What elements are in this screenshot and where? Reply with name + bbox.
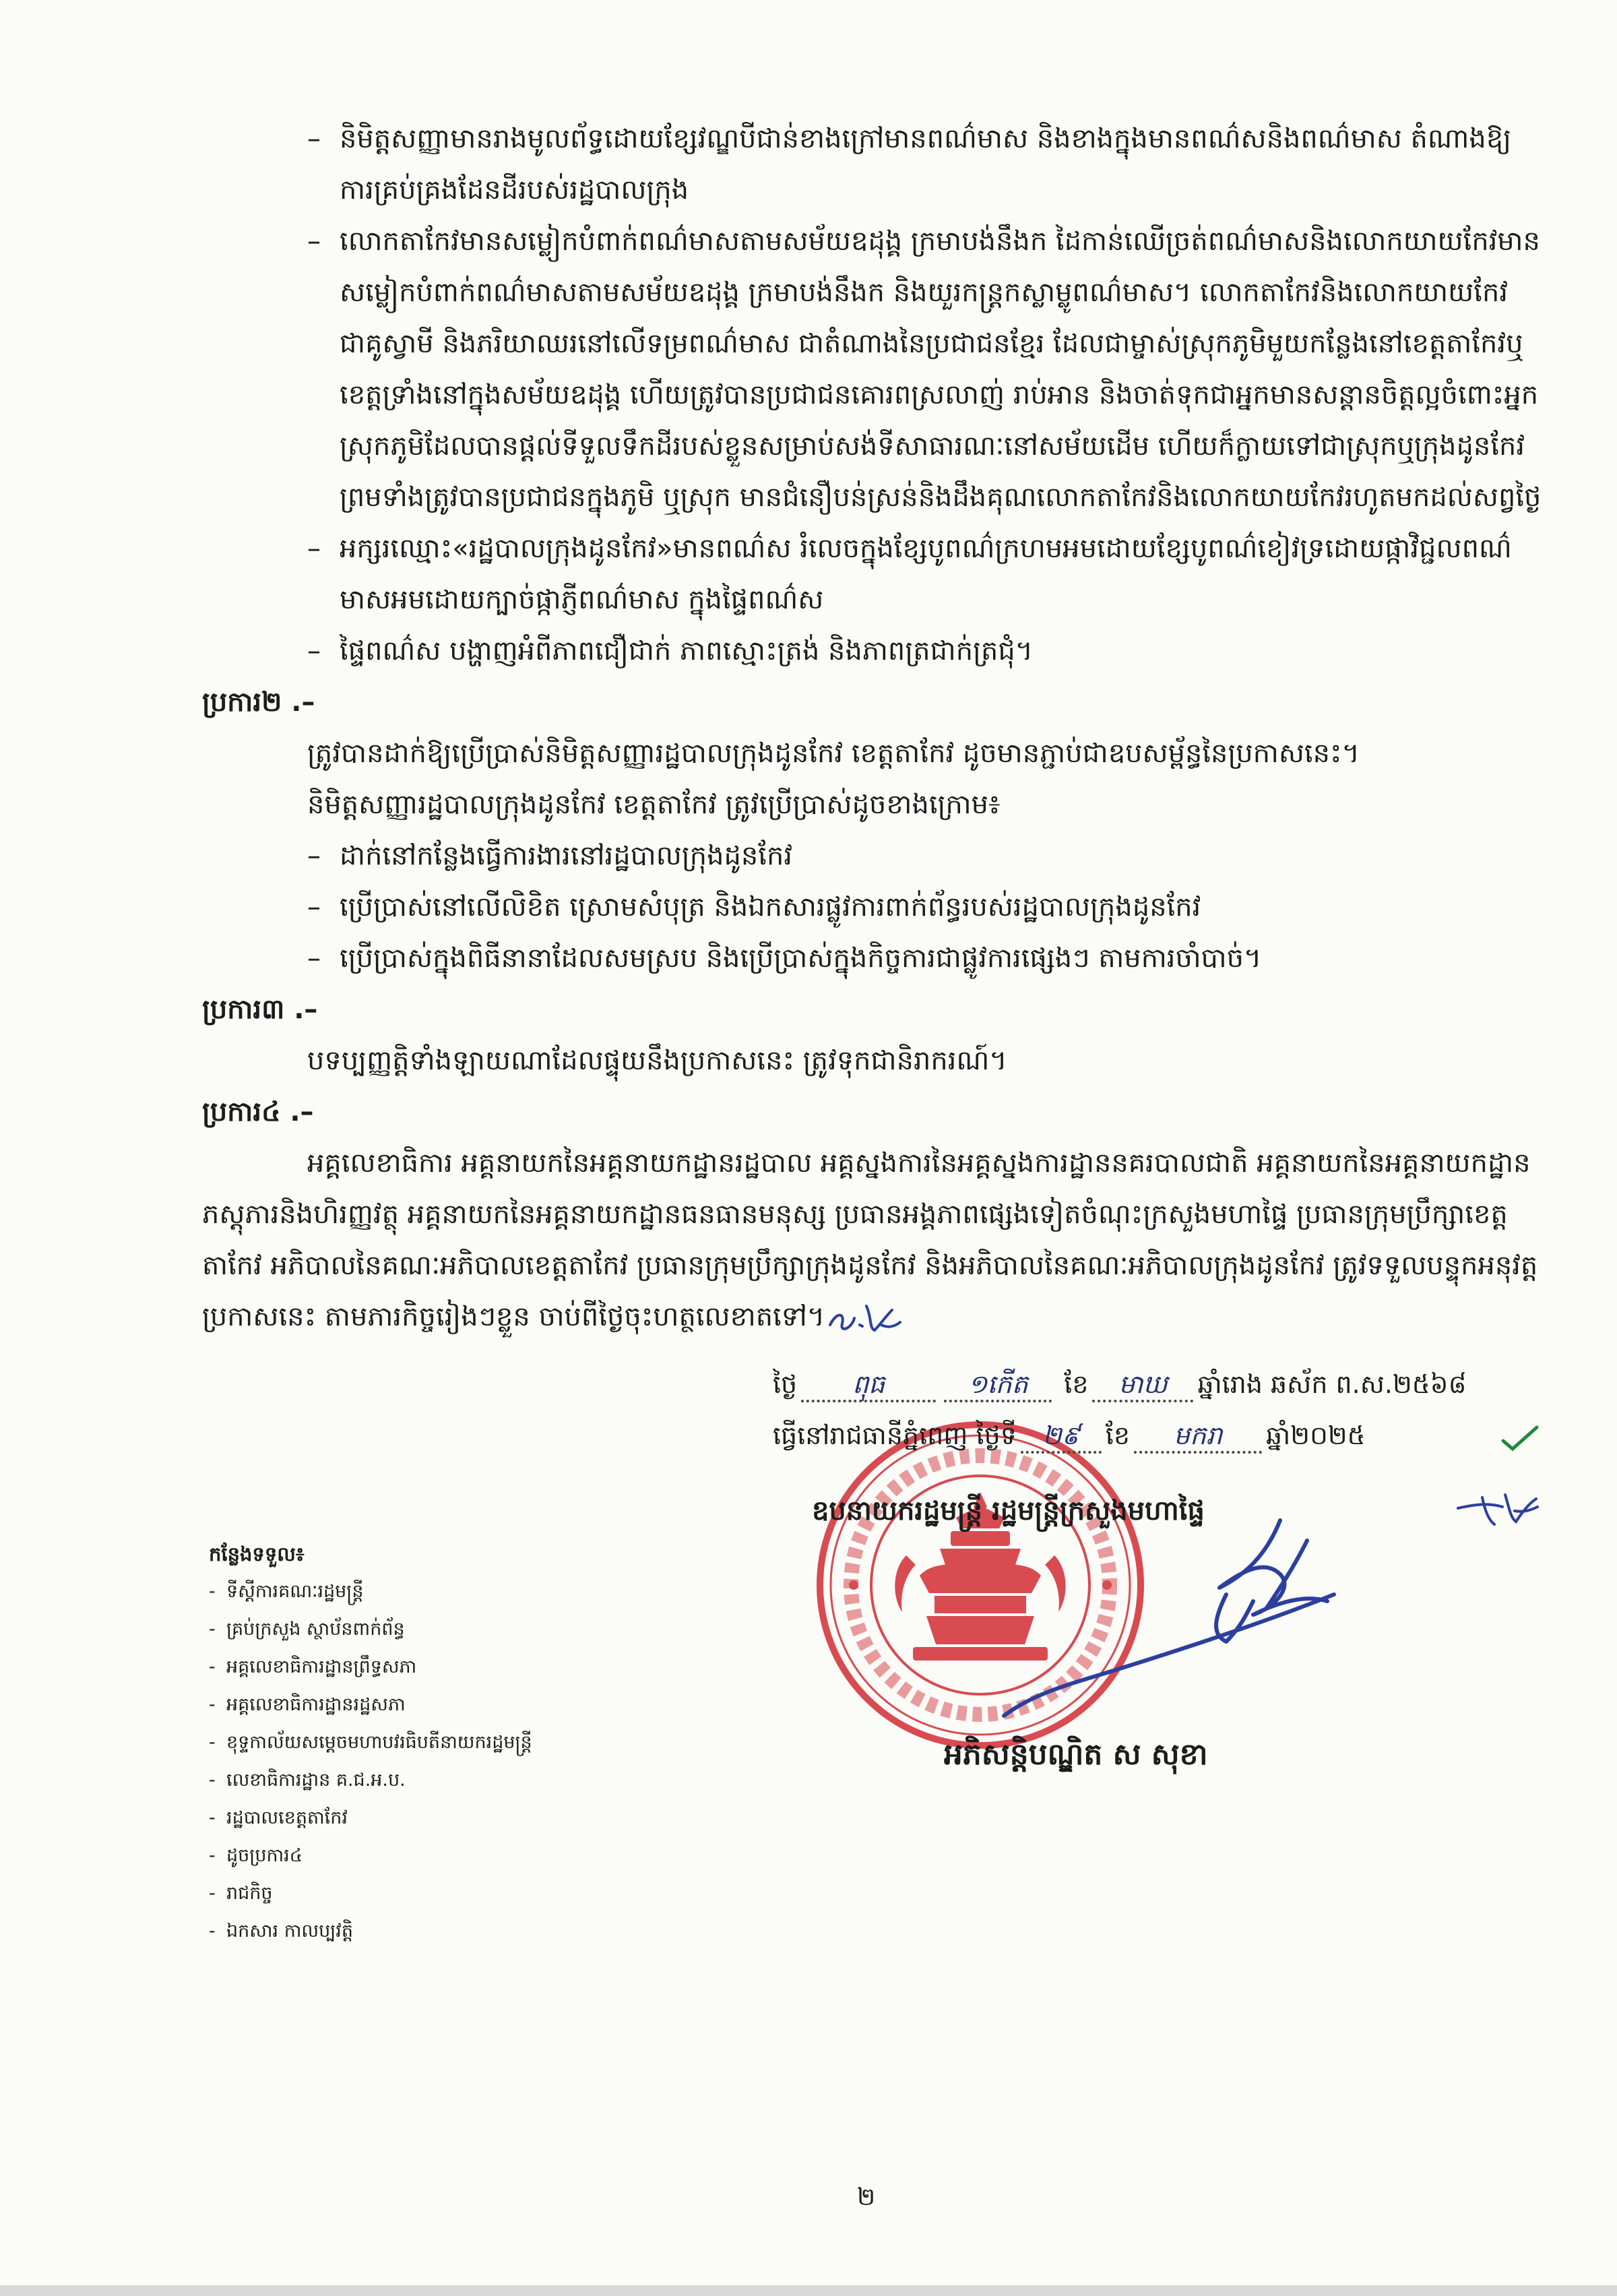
- list-item: [202, 881, 1543, 933]
- check-mark-icon: [1499, 1421, 1540, 1454]
- list-item: [209, 1837, 532, 1875]
- list-item: [202, 523, 1543, 625]
- recipient-text: ខុទ្ទកាល័យសម្តេចមហាបវរធិបតីនាយករដ្ឋមន្ត្រី: [226, 1732, 532, 1753]
- list-item: [209, 1611, 532, 1648]
- bullet-dash: –: [307, 892, 321, 923]
- article-3-paragraph: បទប្បញ្ញត្តិទាំងឡាយណាដែលផ្ទុយនឹងប្រកាសនេះ ត្រូវទុកជានិរាករណ៍។: [307, 1045, 1007, 1076]
- minister-title: ឧបនាយករដ្ឋមន្ត្រី រដ្ឋមន្ត្រីក្រសួងមហាផ្ទៃ: [812, 1495, 1205, 1526]
- bullet-dash: –: [307, 635, 321, 666]
- article-4-heading: ប្រការ៤ .–: [202, 1096, 314, 1127]
- handwritten-lunar-month: មាឃ: [1092, 1369, 1193, 1402]
- month-label: ខែ: [1064, 1369, 1089, 1399]
- list-item: [202, 933, 1543, 984]
- bullet-dash: -: [209, 1732, 216, 1753]
- recipients-block: [209, 1535, 532, 1950]
- gregorian-date-line: [773, 1415, 1366, 1456]
- signatory-name: អភិសន្តិបណ្ឌិត ស សុខា: [944, 1737, 1208, 1772]
- handwritten-lunar-day: ១កើត: [944, 1369, 1052, 1402]
- year: ឆ្នាំ២០២៥: [1266, 1421, 1366, 1450]
- article-4-text: អគ្គលេខាធិការ អគ្គនាយកនៃអគ្គនាយកដ្ឋានរដ្ឋបាល អគ្គស្នងការនៃអគ្គស្នងការដ្ឋាននគរបាលជាតិ អគ្គនាយកនៃអគ្គនាយកដ្ឋានភស្តុភារនិងហិរញ្ញវត្ថុ អគ្គនាយកនៃអគ្គនាយកដ្ឋានធនធានមនុស្ស ប្រធានអង្គភាពផ្សេងទៀតចំណុះក្រសួងមហាផ្ទៃ ប្រធានក្រុមប្រឹក្សាខេត្តតាកែវ អភិបាលនៃគណៈអភិបាលខេត្តតាកែវ ប្រធានក្រុមប្រឹក្សាក្រុងដូនកែវ និងអភិបាលនៃគណៈអភិបាលក្រុងដូនកែវ ត្រូវទទួលបន្ទុកអនុវត្តប្រកាសនេះ តាមភារកិច្ចរៀងៗខ្លួន ចាប់ពីថ្ងៃចុះហត្ថលេខាតទៅ។: [202, 1148, 1538, 1332]
- list-item: [209, 1648, 532, 1686]
- list-item: [209, 1762, 532, 1799]
- list-item-text: លោកតាកែវមានសម្លៀកបំពាក់ពណ៌មាសតាមសម័យឧដុង្គ ក្រមាបង់នឹងក ដៃកាន់ឈើច្រត់ពណ៌មាសនិងលោកយាយកែវមានសម្លៀកបំពាក់ពណ៌មាសតាមសម័យឧដុង្គ ក្រមាបង់នឹងក និងយួរកន្ត្រកស្លាម្លូពណ៌មាស។ លោកតាកែវនិងលោកយាយកែវជាគូស្វាមី និងភរិយាឈរនៅលើទម្រពណ៌មាស ជាតំណាងនៃប្រជាជនខ្មែរ ដែលជាម្ចាស់ស្រុកភូមិមួយកន្លែងនៅខេត្តតាកែវឬខេត្តទ្រាំងនៅក្នុងសម័យឧដុង្គ ហើយត្រូវបានប្រជាជនគោរពស្រលាញ់ រាប់អាន និងចាត់ទុកជាអ្នកមានសន្តានចិត្តល្អចំពោះអ្នកស្រុកភូមិដែលបានផ្តល់ទីទួលទឹកដីរបស់ខ្លួនសម្រាប់សង់ទីសាធារណៈនៅសម័យដើម ហើយក៏ក្លាយទៅជាស្រុកឬក្រុងដូនកែវ ព្រមទាំងត្រូវបានប្រជាជនក្នុងភូមិ ឬស្រុក មានជំនឿបន់ស្រន់និងដឹងគុណលោកតាកែវនិងលោកយាយកែវរហូតមកដល់សព្វថ្ងៃ: [340, 226, 1542, 513]
- handwritten-initials-mark: [1455, 1484, 1540, 1531]
- bullet-dash: –: [307, 226, 321, 257]
- bullet-dash: -: [209, 1581, 216, 1602]
- list-item: [202, 113, 1543, 216]
- article-2-heading: ប្រការ២ .–: [202, 687, 315, 718]
- list-item-text: ប្រើប្រាស់នៅលើលិខិត ស្រោមសំបុត្រ និងឯកសារផ្លូវការពាក់ព័ន្ធរបស់រដ្ឋបាលក្រុងដូនកែវ: [340, 892, 1201, 923]
- list-item: [202, 830, 1543, 881]
- handwritten-month: មករា: [1134, 1420, 1262, 1454]
- bullet-dash: -: [209, 1619, 216, 1640]
- signature-mark: [930, 1493, 1348, 1736]
- recipient-text: រដ្ឋបាលខេត្តតាកែវ: [226, 1807, 348, 1828]
- list-item: [209, 1724, 532, 1762]
- bullet-dash: -: [209, 1883, 216, 1904]
- article-2-usage-list: [202, 830, 1543, 984]
- recipient-text: អគ្គលេខាធិការដ្ឋានរដ្ឋសភា: [226, 1694, 406, 1715]
- recipient-text: រាជកិច្ច: [226, 1883, 273, 1904]
- list-item: [209, 1913, 532, 1950]
- page-number: ២: [857, 2183, 876, 2211]
- bullet-dash: -: [209, 1656, 216, 1677]
- list-item: [209, 1875, 532, 1913]
- list-item: [202, 216, 1543, 523]
- bullet-dash: -: [209, 1694, 216, 1715]
- scan-edge-divider: [0, 2285, 1617, 2296]
- recipient-text: ដូចប្រការ៤: [226, 1845, 303, 1866]
- date-prefix: ធ្វើនៅរាជធានីភ្នំពេញ ថ្ងៃទី: [773, 1421, 1017, 1450]
- month-label: ខែ: [1105, 1421, 1131, 1450]
- bullet-dash: –: [307, 943, 321, 974]
- article-2-paragraph-2: និមិត្តសញ្ញារដ្ឋបាលក្រុងដូនកែវ ខេត្តតាកែវ ត្រូវប្រើប្រាស់ដូចខាងក្រោម៖: [307, 789, 1001, 820]
- recipient-text: អគ្គលេខាធិការដ្ឋានព្រឹទ្ធសភា: [226, 1656, 417, 1677]
- date-prefix: ថ្ងៃ: [773, 1369, 798, 1399]
- recipients-heading: កន្លែងទទួល៖: [209, 1543, 305, 1565]
- article-4-paragraph: [202, 1138, 1543, 1342]
- handwritten-weekday: ពុធ: [801, 1369, 936, 1402]
- bullet-dash: –: [307, 533, 321, 564]
- recipient-text: លេខាធិការដ្ឋាន គ.ជ.អ.ប.: [226, 1770, 406, 1791]
- lunar-year: ឆ្នាំរោង ឆស័ក ព.ស.២៥៦៨: [1197, 1369, 1467, 1399]
- list-item: [209, 1799, 532, 1837]
- emblem-description-list: [202, 113, 1543, 677]
- bullet-dash: –: [307, 123, 321, 154]
- bullet-dash: -: [209, 1921, 216, 1942]
- list-item-text: ប្រើប្រាស់ក្នុងពិធីនានាដែលសមស្រប និងប្រើប្រាស់ក្នុងកិច្ចការជាផ្លូវការផ្សេងៗ តាមការចាំបាច់។: [340, 943, 1262, 974]
- list-item-text: ដាក់នៅកន្លែងធ្វើការងារនៅរដ្ឋបាលក្រុងដូនកែវ: [340, 840, 793, 871]
- handwritten-initials-mark: [825, 1298, 906, 1338]
- recipient-text: ទីស្តីការគណៈរដ្ឋមន្ត្រី: [226, 1581, 364, 1602]
- bullet-dash: -: [209, 1845, 216, 1866]
- list-item: [209, 1686, 532, 1724]
- document-body: [202, 113, 1543, 1965]
- bullet-dash: -: [209, 1807, 216, 1828]
- recipient-text: ឯកសារ កាលប្បវត្តិ: [226, 1921, 354, 1942]
- recipient-text: គ្រប់ក្រសួង ស្ថាប័នពាក់ព័ន្ធ: [226, 1619, 405, 1640]
- list-item-text: អក្សរឈ្មោះ«រដ្ឋបាលក្រុងដូនកែវ»មានពណ៌ស រំលេចក្នុងខ្សែបូពណ៌ក្រហមអមដោយខ្សែបូពណ៌ខៀវទ្រដោយផ្កាវិជ្ជលពណ៌មាសអមដោយក្បាច់ផ្កាភ្ញីពណ៌មាស ក្នុងផ្ទៃពណ៌ស: [340, 533, 1512, 615]
- article-3-heading: ប្រការ៣ .–: [202, 994, 318, 1025]
- bullet-dash: -: [209, 1770, 216, 1791]
- list-item-text: និមិត្តសញ្ញាមានរាងមូលព័ទ្ធដោយខ្សែវណ្ឌបីជាន់ខាងក្រៅមានពណ៌មាស និងខាងក្នុងមានពណ៌សនិងពណ៌មាស តំណាងឱ្យការគ្រប់គ្រងដែនដីរបស់រដ្ឋបាលក្រុង: [340, 123, 1512, 206]
- list-item-text: ផ្ទៃពណ៌ស បង្ហាញអំពីភាពជឿជាក់ ភាពស្មោះត្រង់ និងភាពត្រជាក់ត្រជុំ។: [340, 635, 1034, 666]
- closing-section: [202, 1359, 1543, 1965]
- bullet-dash: –: [307, 840, 321, 871]
- handwritten-day: ២៩: [1021, 1420, 1102, 1454]
- article-2-paragraph-1: ត្រូវបានដាក់ឱ្យប្រើប្រាស់និមិត្តសញ្ញារដ្ឋបាលក្រុងដូនកែវ ខេត្តតាកែវ ដូចមានភ្ជាប់ជាឧបសម្ព័ន្ធនៃប្រកាសនេះ។: [307, 738, 1360, 769]
- recipients-list: [209, 1573, 532, 1950]
- lunar-date-line: [773, 1364, 1466, 1404]
- list-item: [209, 1573, 532, 1611]
- list-item: [202, 625, 1543, 677]
